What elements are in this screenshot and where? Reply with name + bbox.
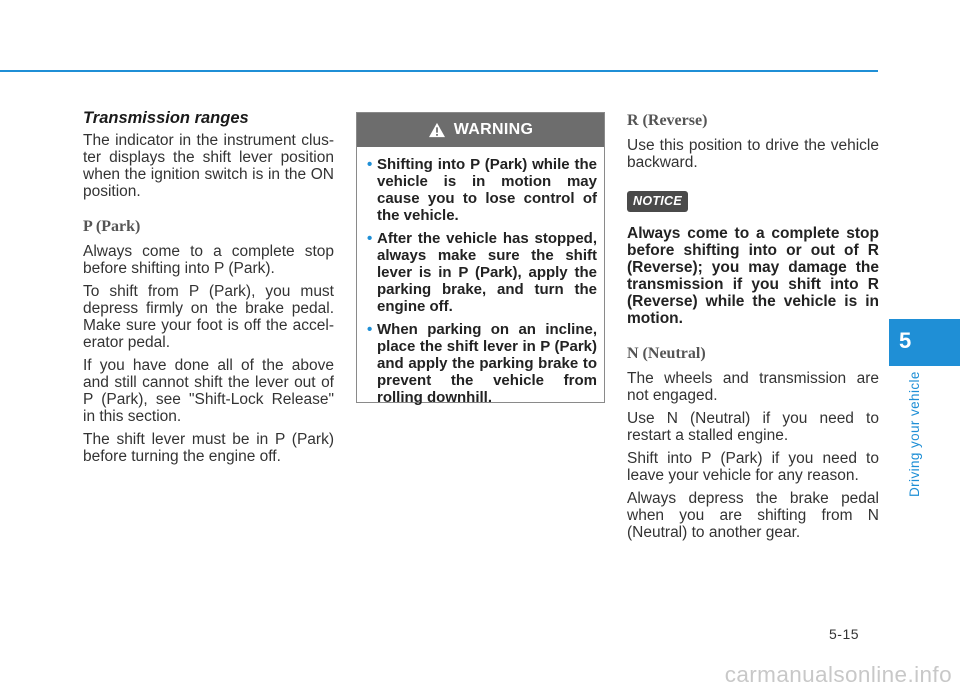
page-number: 5-15 [829,626,860,642]
warning-item [367,156,597,224]
warning-list [357,147,604,406]
watermark: carmanualsonline.info [724,662,952,687]
left-column [83,110,334,471]
warning-title: WARNING [453,121,534,138]
park-paragraph-1: Always come to a complete stop before shifting into P (Park). [83,243,334,277]
warning-item [367,321,597,406]
warning-box [356,112,605,406]
notice-text: Always come to a complete stop before shifting into or out of R (Reverse); you may damage the transmission if you shift into R (Reverse) while the vehicle is in motion. [627,225,879,327]
warning-triangle-icon [428,122,446,138]
notice-badge: NOTICE [627,191,688,212]
warning-item-text: Shifting into P (Park) while the vehicle is in motion may cause you to lose control of the vehicle. [377,156,597,224]
reverse-paragraph: Use this position to drive the vehicle backward. [627,137,879,171]
park-paragraph-3: If you have done all of the above and still cannot shift the lever out of P (Park), see "Shift-Lock Release" in this section. [83,357,334,425]
neutral-paragraph-2: Use N (Neutral) if you need to restart a stalled engine. [627,410,879,444]
bullet-icon: • [367,230,373,247]
bullet-icon: • [367,156,373,173]
reverse-heading: R (Reverse) [627,112,708,129]
neutral-paragraph-3: Shift into P (Park) if you need to leave your vehicle for any reason. [627,450,879,484]
park-heading: P (Park) [83,218,141,235]
warning-item-text: When parking on an incline, place the shift lever in P (Park) and apply the parking brake to prevent the vehicle from rolling downhill. [377,321,597,406]
bullet-icon: • [367,321,373,338]
right-column [627,110,879,547]
chapter-title: Driving your vehicle [907,371,922,497]
park-paragraph-4: The shift lever must be in P (Park) before turning the engine off. [83,431,334,465]
neutral-paragraph-1: The wheels and transmission are not engaged. [627,370,879,404]
warning-header [357,113,604,147]
intro-paragraph: The indicator in the instrument clus-ter displays the shift lever position when the ignition switch is in the ON position. [83,132,334,200]
park-paragraph-2: To shift from P (Park), you must depress firmly on the brake pedal. Make sure your foot is off the accel-erator pedal. [83,283,334,351]
chapter-tab [889,319,960,366]
neutral-paragraph-4: Always depress the brake pedal when you are shifting from N (Neutral) to another gear. [627,490,879,541]
warning-item [367,230,597,315]
chapter-number: 5 [899,328,912,353]
neutral-heading: N (Neutral) [627,345,706,362]
warning-item-text: After the vehicle has stopped, always make sure the shift lever is in P (Park), apply the parking brake, and turn the engine off. [377,230,597,315]
section-heading: Transmission ranges [83,109,249,127]
header-rule [0,70,878,72]
